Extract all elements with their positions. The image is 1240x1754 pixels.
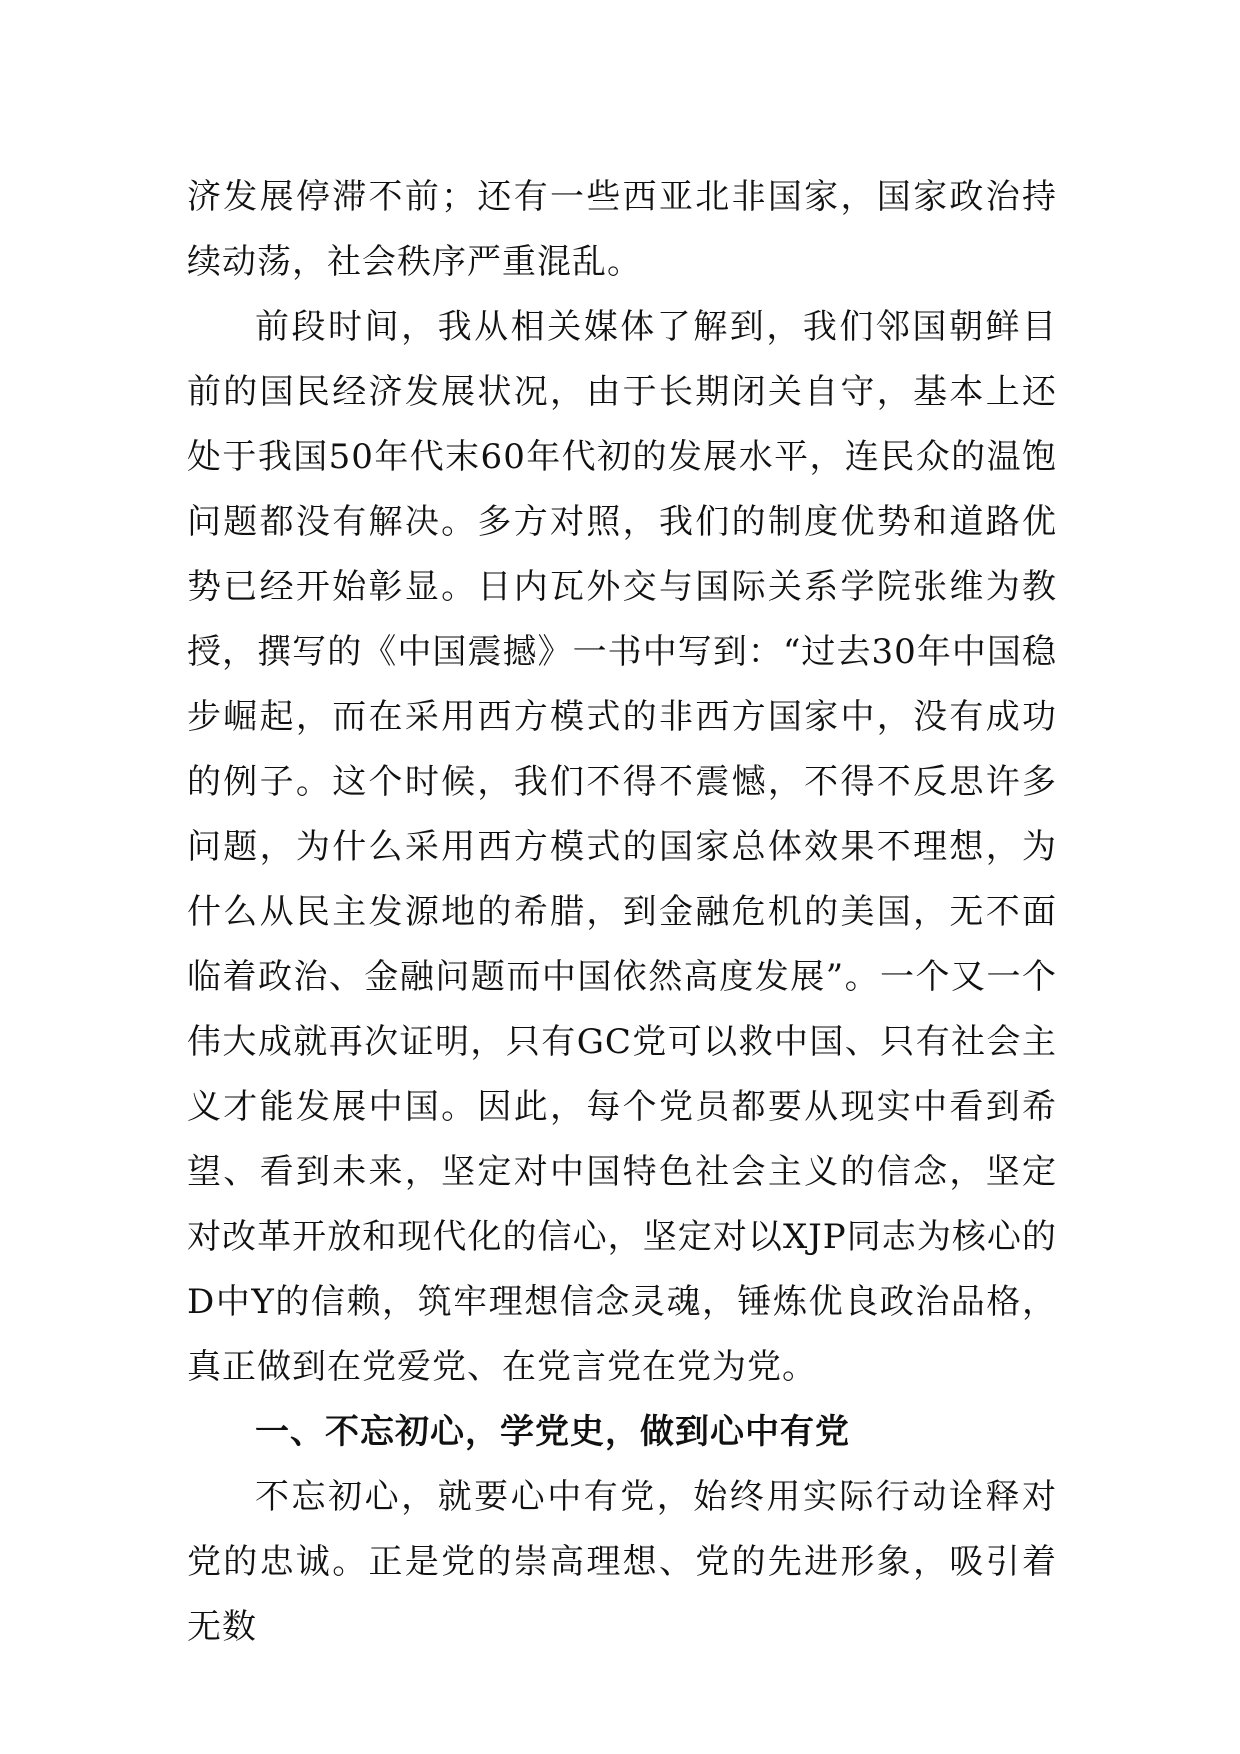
paragraph-body: 前段时间，我从相关媒体了解到，我们邻国朝鲜目前的国民经济发展状况，由于长期闭关自守，基本上还处于我国50年代末60年代初的发展水平，连民众的温饱问题都没有解决。多方对照，我们的制度优势和道路优势已经开始彰显。日内瓦外交与国际关系学院张维为教授，撰写的《中国震撼》一书中写到：“过去30年中国稳步崛起，而在采用西方模式的非西方国家中，没有成功的例子。这个时候，我们不得不震憾，不得不反思许多问题，为什么采用西方模式的国家总体效果不理想，为什么从民主发源地的希腊，到金融危机的美国，无不面临着政治、金融问题而中国依然高度发展”。一个又一个伟大成就再次证明，只有GC党可以救中国、只有社会主义才能发展中国。因此，每个党员都要从现实中看到希望、看到未来，坚定对中国特色社会主义的信念，坚定对改革开放和现代化的信心，坚定对以XJP同志为核心的D中Y的信赖，筑牢理想信念灵魂，锤炼优良政治品格，真正做到在党爱党、在党言党在党为党。 [187,307,1057,1387]
paragraph-body: 不忘初心，就要心中有党，始终用实际行动诠释对党的忠诚。正是党的崇高理想、党的先进形象，吸引着无数 [187,1477,1057,1647]
paragraph-continuation: 济发展停滞不前；还有一些西亚北非国家，国家政治持续动荡，社会秩序严重混乱。 [187,177,1057,282]
document-body [187,165,1057,1660]
section-heading: 一、不忘初心，学党史，做到心中有党 [255,1412,850,1452]
